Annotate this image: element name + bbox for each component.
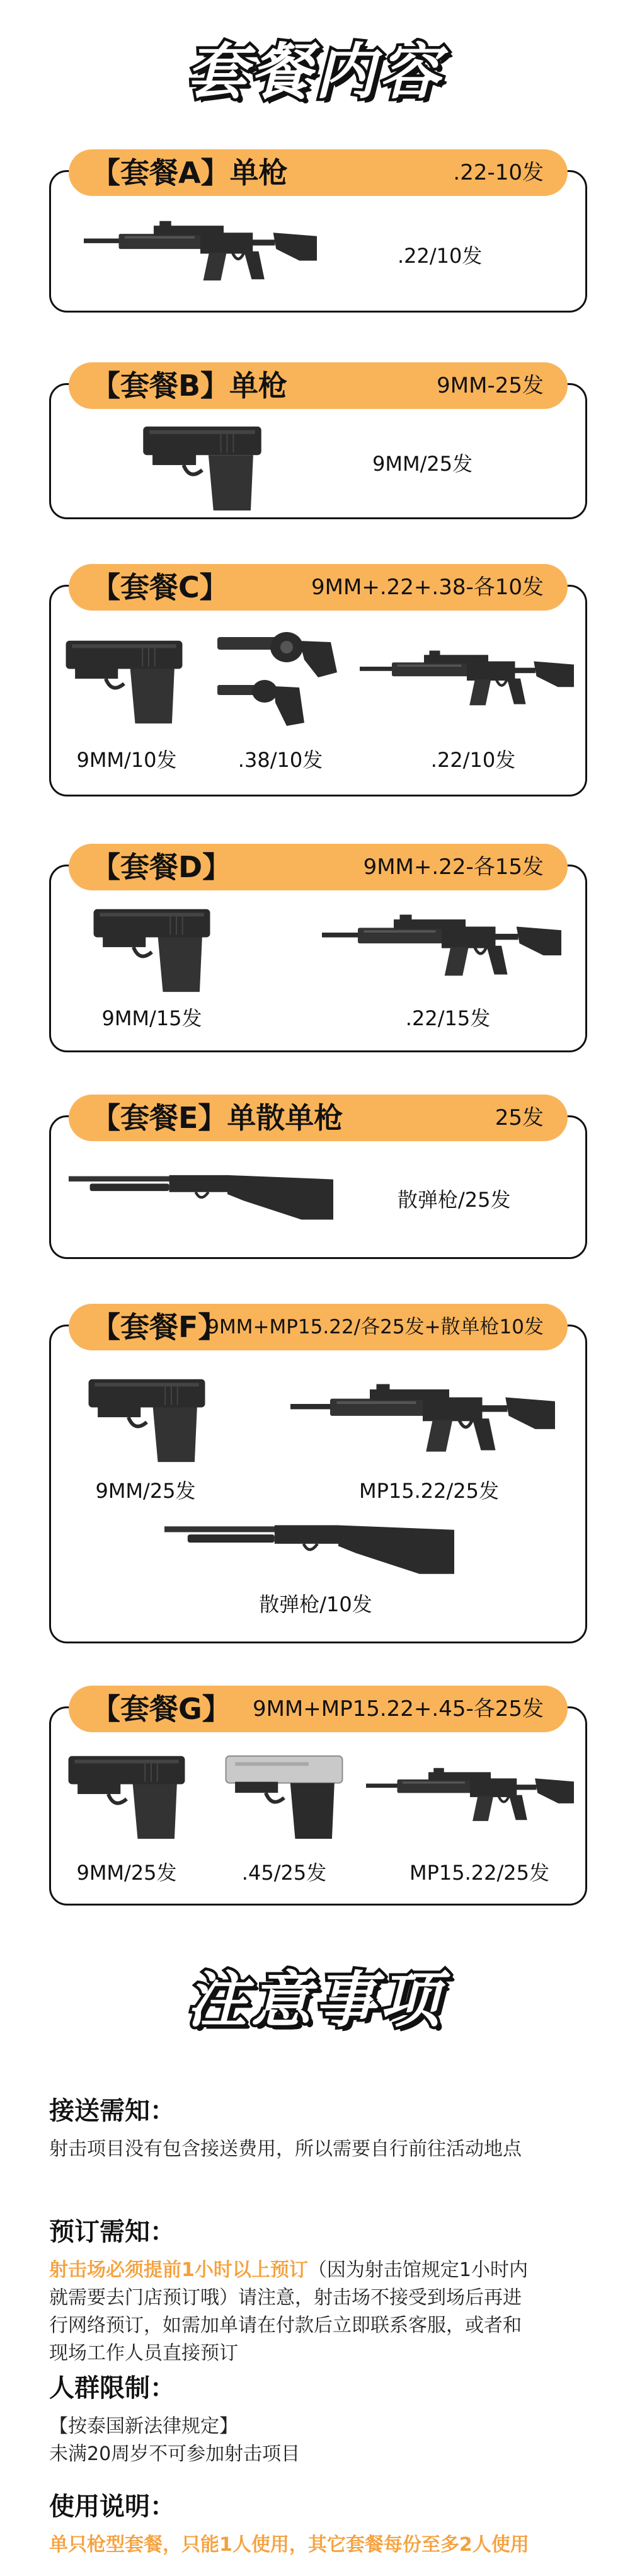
- pistol-icon: [89, 903, 215, 995]
- item-caption: 9MM/25发: [95, 1479, 196, 1503]
- package-d-header: [69, 844, 568, 890]
- note-heading: 人群限制：: [49, 2374, 175, 2403]
- note-text: 现场工作人员直接预订: [49, 2342, 238, 2364]
- item-caption: .22/15发: [405, 1006, 491, 1030]
- note-highlight: 射击场必须提前1小时以上预订: [49, 2259, 308, 2281]
- note-text: 行网络预订，如需加单请在付款后立即联系客服，或者和: [49, 2314, 522, 2337]
- package-name: 【套餐A】单枪: [91, 156, 288, 190]
- shotgun-icon: [69, 1166, 333, 1229]
- item-caption: .38/10发: [238, 748, 323, 772]
- title-notes: 注意事项: [186, 1965, 444, 2035]
- pistol-icon: [65, 1750, 188, 1842]
- note-text: 未满20周岁不可参加射击项目: [49, 2443, 301, 2465]
- package-a-header: [69, 149, 568, 196]
- package-desc: 9MM+MP15.22/各25发+散单枪10发: [207, 1316, 544, 1338]
- pistol-icon: [85, 1373, 209, 1465]
- package-name: 【套餐D】: [91, 850, 232, 884]
- pistol-icon: [139, 420, 265, 514]
- package-name: 【套餐G】: [91, 1692, 231, 1726]
- item-caption: .22/10发: [430, 748, 516, 772]
- package-desc: .22-10发: [453, 160, 544, 185]
- note-text: 射击项目没有包含接送费用，所以需要自行前往活动地点: [49, 2138, 522, 2160]
- package-name: 【套餐F】: [91, 1310, 227, 1344]
- package-f-header: [69, 1304, 568, 1350]
- package-desc: 9MM+MP15.22+.45-各25发: [252, 1696, 544, 1722]
- item-caption: 9MM/10发: [76, 748, 177, 772]
- package-name: 【套餐E】单散单枪: [91, 1101, 343, 1135]
- note-crowd: [49, 2368, 591, 2468]
- rifle-icon: [366, 1755, 574, 1833]
- item-caption: 9MM/25发: [76, 1861, 177, 1885]
- item-caption: .45/25发: [241, 1861, 327, 1885]
- note-text: 就需要去门店预订哦）请注意，射击场不接受到场后再进: [49, 2287, 522, 2309]
- package-g-header: [69, 1686, 568, 1732]
- package-desc: 9MM+.22-各15发: [363, 854, 544, 880]
- note-text: 单只枪型套餐，只能1人使用，其它套餐每份至多2人使用: [49, 2534, 529, 2556]
- note-heading: 接送需知：: [49, 2096, 175, 2125]
- note-booking: [49, 2212, 591, 2367]
- note-transfer: [49, 2091, 591, 2163]
- package-c-card: [49, 570, 587, 796]
- rifle-icon: [290, 1374, 555, 1460]
- package-d-card: [49, 850, 587, 1052]
- pistol-icon: [62, 635, 186, 727]
- revolver-icon: [217, 628, 343, 729]
- note-heading: 预订需知：: [49, 2217, 175, 2246]
- package-e-header: [69, 1095, 568, 1141]
- package-g-card: [49, 1692, 587, 1906]
- item-caption: 散弹枪/10发: [259, 1592, 372, 1616]
- package-a-card: [49, 156, 587, 313]
- note-usage: [49, 2487, 591, 2559]
- silver-pistol-icon: [222, 1750, 346, 1842]
- item-caption: MP15.22/25发: [358, 1479, 500, 1503]
- package-c-header: [69, 564, 568, 611]
- package-name: 【套餐C】: [91, 570, 229, 604]
- shotgun-icon: [164, 1515, 454, 1585]
- rifle-icon: [84, 215, 317, 285]
- package-b-header: [69, 362, 568, 409]
- package-desc: 25发: [495, 1105, 544, 1130]
- item-caption: MP15.22/25发: [409, 1861, 550, 1885]
- note-text: 【按泰国新法律规定】: [49, 2415, 238, 2437]
- item-caption: 9MM/15发: [101, 1006, 202, 1030]
- note-text: [49, 2257, 591, 2284]
- package-name: 【套餐B】单枪: [91, 369, 288, 403]
- package-e-card: [49, 1101, 587, 1259]
- item-caption: .22/10发: [398, 244, 483, 268]
- package-desc: 9MM-25发: [437, 373, 544, 398]
- title-package-contents: 套餐内容: [186, 37, 444, 107]
- note-heading: 使用说明：: [49, 2492, 175, 2521]
- rifle-icon: [360, 640, 574, 715]
- package-b-card: [49, 369, 587, 519]
- item-caption: 散弹枪/25发: [398, 1188, 511, 1212]
- item-caption: 9MM/25发: [372, 452, 473, 476]
- package-f-card: [49, 1310, 587, 1643]
- note-text-rest: （因为射击馆规定1小时内: [307, 2259, 528, 2281]
- rifle-icon: [322, 904, 561, 985]
- package-desc: 9MM+.22+.38-各10发: [311, 575, 544, 600]
